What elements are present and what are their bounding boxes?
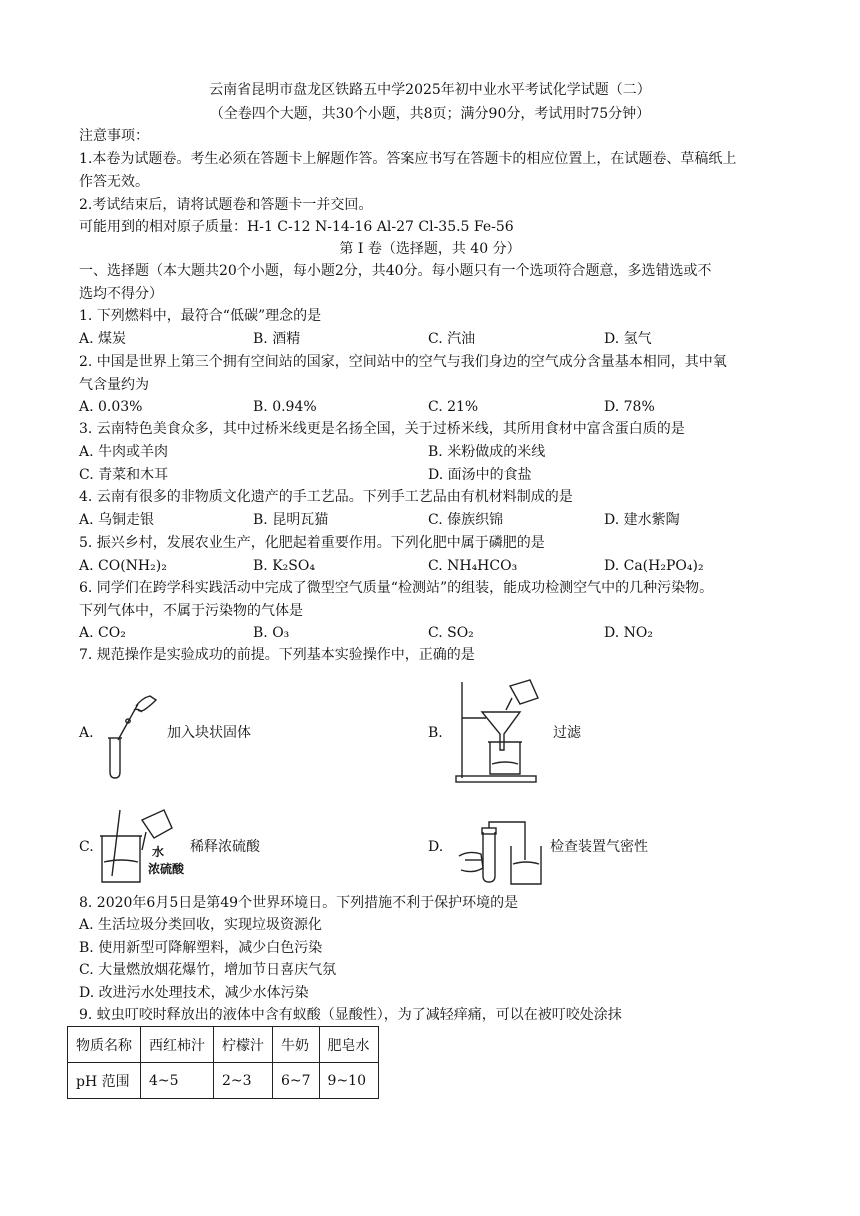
notice-heading: 注意事项：: [79, 128, 149, 144]
q8-option-d: D. 改进污水处理技术，减少水体污染: [79, 985, 309, 1001]
q4-stem: 4. 云南有很多的非物质文化遗产的手工艺品。下列手工艺品由有机材料制成的是: [79, 489, 573, 505]
q7-option-b-text: 过滤: [553, 725, 581, 741]
q7-option-b-letter: B.: [428, 725, 443, 741]
q7-stem: 7. 规范操作是实验成功的前提。下列基本实验操作中，正确的是: [79, 647, 475, 663]
ph-table: [67, 1026, 379, 1099]
q5-option-a: A. CO(NH₂)₂: [79, 558, 167, 574]
add-solid-figure: [98, 690, 160, 782]
q3-stem: 3. 云南特色美食众多，其中过桥米线更是名扬全国，关于过桥米线，其所用食材中富含蛋白质的是: [79, 421, 685, 437]
q4-option-c: C. 傣族织锦: [428, 512, 504, 528]
q6-option-a: A. CO₂: [79, 625, 126, 641]
table-row: [68, 1063, 379, 1099]
q6-option-c: C. SO₂: [428, 625, 474, 641]
table-cell: 肥皂水: [319, 1027, 378, 1063]
q8-option-a: A. 生活垃圾分类回收，实现垃圾资源化: [79, 917, 323, 933]
q5-option-c: C. NH₄HCO₃: [428, 558, 518, 574]
q6-option-d: D. NO₂: [604, 625, 653, 641]
table-cell: 牛奶: [273, 1027, 320, 1063]
q1-stem: 1. 下列燃料中，最符合“低碳”理念的是: [79, 308, 322, 324]
table-cell: 9~10: [319, 1063, 378, 1099]
page-subtitle: （全卷四个大题，共30个小题，共8页；满分90分，考试用时75分钟）: [209, 106, 651, 122]
table-cell: 6~7: [273, 1063, 320, 1099]
q6-stem-cont: 下列气体中，不属于污染物的气体是: [79, 603, 303, 619]
q7-option-d-letter: D.: [428, 839, 444, 855]
q2-stem-cont: 气含量约为: [79, 377, 149, 393]
airtightness-figure: [455, 816, 545, 888]
q7-option-a-text: 加入块状固体: [167, 725, 251, 741]
table-cell: 物质名称: [68, 1027, 141, 1063]
q4-option-d: D. 建水紫陶: [604, 512, 680, 528]
q6-option-b: B. O₃: [253, 625, 290, 641]
q7-fig-c-water-label: 水: [152, 845, 165, 859]
q5-option-b: B. K₂SO₄: [253, 558, 315, 574]
table-row: [68, 1027, 379, 1063]
q2-stem: 2. 中国是世界上第三个拥有空间站的国家，空间站中的空气与我们身边的空气成分含量基本相同，其中氧: [79, 354, 727, 370]
q1-option-c: C. 汽油: [428, 331, 476, 347]
q5-stem: 5. 振兴乡村，发展农业生产，化肥起着重要作用。下列化肥中属于磷肥的是: [79, 535, 545, 551]
table-cell: 柠檬汁: [214, 1027, 273, 1063]
notice-1: 1.本卷为试题卷。考生必须在答题卡上解题作答。答案应书写在答题卡的相应位置上，在试题卷、草稿纸上: [79, 151, 737, 167]
q8-stem: 8. 2020年6月5日是第49个世界环境日。下列措施不利于保护环境的是: [79, 895, 519, 911]
q7-option-c-letter: C.: [79, 839, 94, 855]
notice-1-cont: 作答无效。: [79, 174, 149, 190]
q5-option-d: D. Ca(H₂PO₄)₂: [604, 558, 704, 574]
q1-option-a: A. 煤炭: [79, 331, 127, 347]
q2-option-a: A. 0.03%: [79, 399, 143, 415]
q3-option-d: D. 面汤中的食盐: [428, 467, 532, 483]
q3-option-b: B. 米粉做成的米线: [428, 444, 546, 460]
q2-option-b: B. 0.94%: [253, 399, 317, 415]
part1-title: 第 I 卷（选择题，共 40 分）: [339, 241, 521, 257]
q7-option-a-letter: A.: [79, 725, 94, 741]
q2-option-d: D. 78%: [604, 399, 655, 415]
q6-stem: 6. 同学们在跨学科实践活动中完成了微型空气质量“检测站”的组装，能成功检测空气中的几种污染物。: [79, 580, 714, 596]
table-cell: 西红柿汁: [141, 1027, 214, 1063]
q4-option-a: A. 乌铜走银: [79, 512, 155, 528]
section1-instructions-cont: 选均不得分）: [79, 286, 163, 302]
q3-option-a: A. 牛肉或羊肉: [79, 444, 169, 460]
table-cell: pH 范围: [68, 1063, 141, 1099]
q7-fig-c-acid-label: 浓硫酸: [148, 862, 185, 876]
q2-option-c: C. 21%: [428, 399, 479, 415]
q7-option-d-text: 检查装置气密性: [550, 839, 648, 855]
table-cell: 2~3: [214, 1063, 273, 1099]
q1-option-b: B. 酒精: [253, 331, 301, 347]
section1-instructions: 一、选择题（本大题共20个小题，每小题2分，共40分。每小题只有一个选项符合题意，多选错选或不: [79, 263, 712, 279]
q8-option-b: B. 使用新型可降解塑料，减少白色污染: [79, 940, 323, 956]
page-title: 云南省昆明市盘龙区铁路五中学2025年初中业水平考试化学试题（二）: [209, 82, 651, 98]
q4-option-b: B. 昆明瓦猫: [253, 512, 329, 528]
q3-option-c: C. 青菜和木耳: [79, 467, 169, 483]
q9-stem: 9. 蚊虫叮咬时释放出的液体中含有蚁酸（显酸性），为了减轻痒痛，可以在被叮咬处涂抹: [79, 1007, 622, 1023]
q7-option-c-text: 稀释浓硫酸: [190, 839, 260, 855]
filtration-figure: [450, 676, 542, 784]
q8-option-c: C. 大量燃放烟花爆竹，增加节日喜庆气氛: [79, 962, 337, 978]
atomic-mass: 可能用到的相对原子质量：H-1 C-12 N-14-16 Al-27 Cl-35.5 Fe-56: [79, 219, 514, 235]
notice-2: 2.考试结束后，请将试题卷和答题卡一并交回。: [79, 197, 373, 213]
table-cell: 4~5: [141, 1063, 214, 1099]
q1-option-d: D. 氢气: [604, 331, 652, 347]
